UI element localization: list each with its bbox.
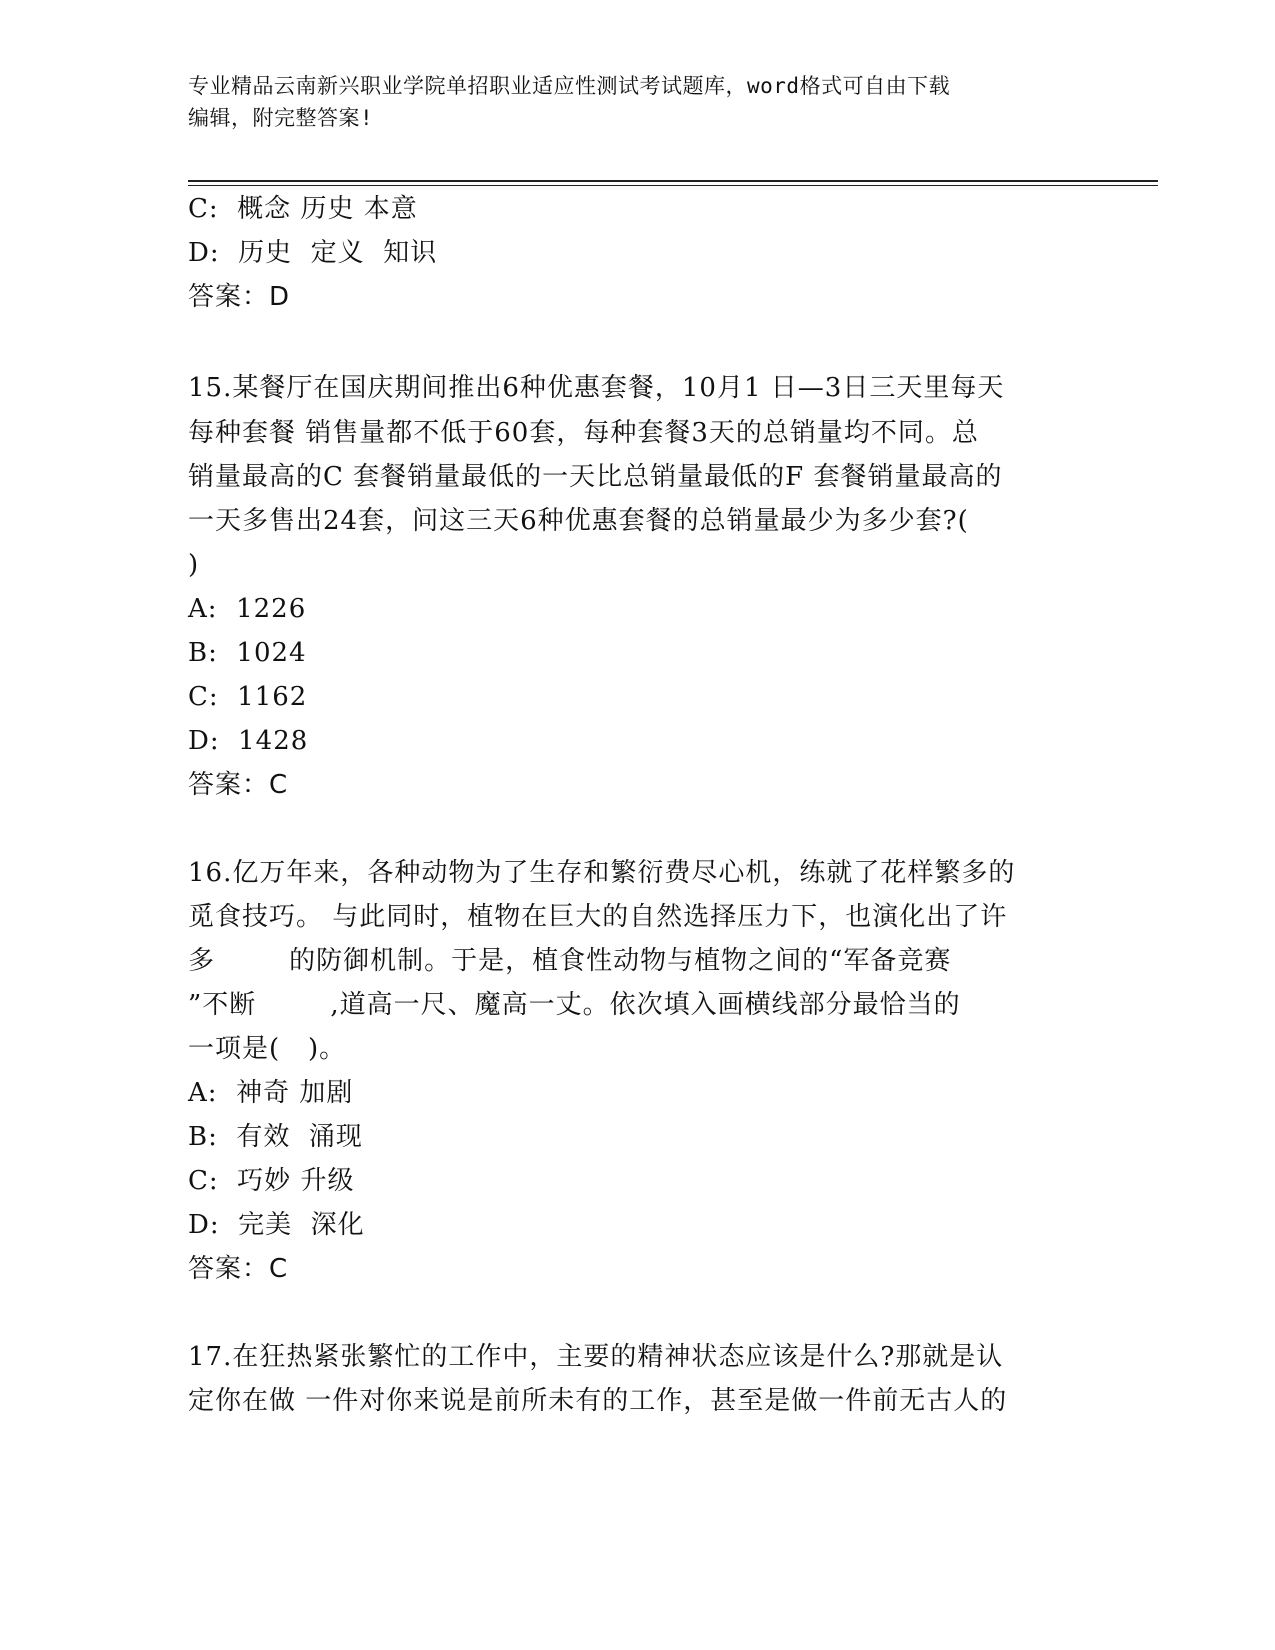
q15-option-a: A: 1226 xyxy=(188,594,307,624)
q16-option-a: A: 神奇 加剧 xyxy=(188,1078,354,1108)
document-header xyxy=(188,70,1088,134)
header-line-2: 编辑，附完整答案! xyxy=(188,106,374,130)
q15-option-b: B: 1024 xyxy=(188,638,307,668)
q15-text-line: 一天多售出24套，问这三天6种优惠套餐的总销量最少为多少套?( xyxy=(188,506,969,536)
q15-option-d: D: 1428 xyxy=(188,726,309,756)
q15-answer: 答案：C xyxy=(188,770,289,800)
q17-text-line: 17.在狂热紧张繁忙的工作中，主要的精神状态应该是什么?那就是认 xyxy=(188,1342,1004,1372)
q15-text-line: 15.某餐厅在国庆期间推出6种优惠套餐，10月1 日—3日三天里每天 xyxy=(188,373,1005,403)
q16-option-b: B: 有效 涌现 xyxy=(188,1122,363,1152)
q14-option-c: C: 概念 历史 本意 xyxy=(188,194,418,224)
q16-option-d: D: 完美 深化 xyxy=(188,1210,365,1240)
q14-answer: 答案：D xyxy=(188,282,291,312)
q15-option-c: C: 1162 xyxy=(188,682,308,712)
q16-text-line: 多 的防御机制。于是，植食性动物与植物之间的“军备竞赛 xyxy=(188,946,952,976)
q14-option-d: D: 历史 定义 知识 xyxy=(188,238,438,268)
header-rule-thin xyxy=(188,185,1158,186)
q15-text-line: 每种套餐 销售量都不低于60套，每种套餐3天的总销量均不同。总 xyxy=(188,418,979,448)
header-rule-thick xyxy=(188,180,1158,182)
q17-text-line: 定你在做 一件对你来说是前所未有的工作，甚至是做一件前无古人的 xyxy=(188,1386,1008,1416)
q16-text-line: 觅食技巧。 与此同时，植物在巨大的自然选择压力下，也演化出了许 xyxy=(188,902,1008,932)
q16-text-line: 一项是( )。 xyxy=(188,1034,347,1064)
q16-answer: 答案：C xyxy=(188,1254,289,1284)
q15-text-line: 销量最高的C 套餐销量最低的一天比总销量最低的F 套餐销量最高的 xyxy=(188,462,1003,492)
q16-text-line: 16.亿万年来，各种动物为了生存和繁衍费尽心机，练就了花样繁多的 xyxy=(188,858,1016,888)
header-line-1: 专业精品云南新兴职业学院单招职业适应性测试考试题库，word格式可自由下载 xyxy=(188,74,951,98)
q16-option-c: C: 巧妙 升级 xyxy=(188,1166,355,1196)
q15-text-line: ) xyxy=(188,550,200,580)
q16-text-line: ”不断 ,道高一尺、魔高一丈。依次填入画横线部分最恰当的 xyxy=(188,990,961,1020)
